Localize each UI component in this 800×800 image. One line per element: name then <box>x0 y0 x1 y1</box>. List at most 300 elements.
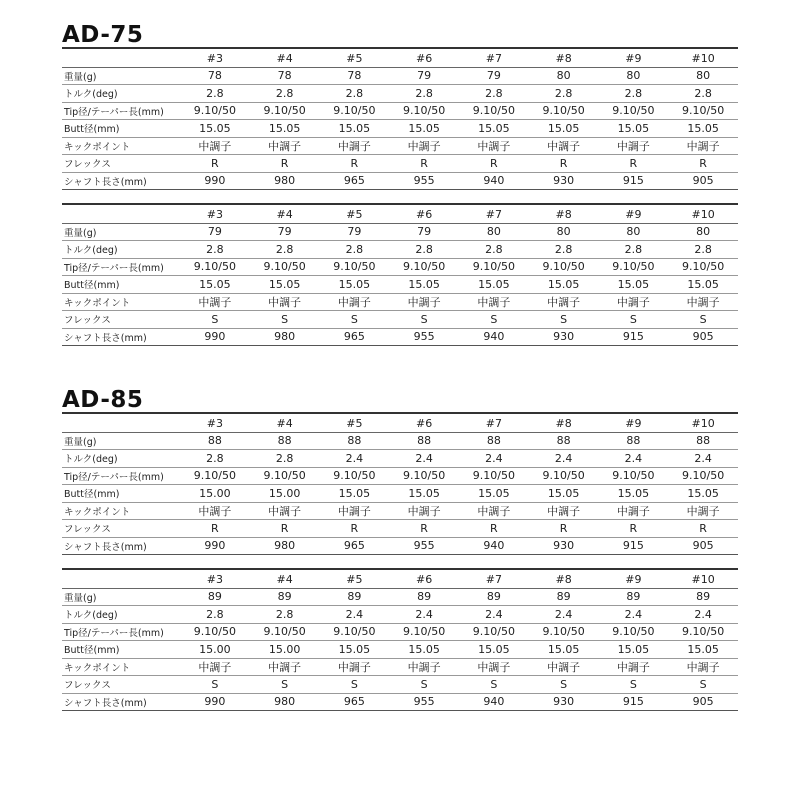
table-cell: 15.05 <box>268 121 301 135</box>
table-cell: 2.8 <box>275 242 294 256</box>
table-cell: 89 <box>277 590 292 604</box>
table-cell: 915 <box>622 695 644 709</box>
table-cell: 2.8 <box>554 86 573 100</box>
table-cell: 中調子 <box>268 139 302 153</box>
table-cell: 中調子 <box>198 660 232 674</box>
table-row <box>62 623 738 641</box>
table-cell: 15.05 <box>617 642 650 656</box>
table-cell: 905 <box>692 174 714 188</box>
table-cell: 9.10/50 <box>193 260 236 274</box>
table-cell: 88 <box>696 434 711 448</box>
table-cell: 80 <box>486 225 501 239</box>
table-row <box>62 432 738 450</box>
table-cell: 中調子 <box>337 660 371 674</box>
table-cell: R <box>420 521 428 535</box>
table-row <box>62 241 738 259</box>
header-label-cell <box>62 413 180 432</box>
column-header: #8 <box>555 572 572 586</box>
table-cell: 2.4 <box>624 607 643 621</box>
table-cell: S <box>490 312 498 326</box>
table-cell: R <box>211 156 219 170</box>
table-cell: 2.4 <box>485 451 503 465</box>
table-cell: 980 <box>274 539 296 553</box>
table-cell: 915 <box>622 174 644 188</box>
row-label: トルク(deg) <box>64 454 118 466</box>
spec-table-ad75-r <box>62 47 738 190</box>
table-cell: 2.8 <box>694 242 712 256</box>
table-cell: 2.4 <box>694 607 712 621</box>
table-cell: 89 <box>696 590 711 604</box>
table-cell: 中調子 <box>547 660 581 674</box>
table-cell: 980 <box>274 330 296 344</box>
spec-table-ad85-r <box>62 412 738 555</box>
row-label: Tip径/テーパー長(mm) <box>64 627 164 639</box>
row-label: Butt径(mm) <box>64 280 120 292</box>
table-row <box>62 120 738 138</box>
table-header-row <box>62 569 738 588</box>
table-cell: 中調子 <box>477 139 511 153</box>
column-header: #9 <box>625 416 642 430</box>
column-header: #7 <box>485 51 502 65</box>
table-cell: R <box>211 521 219 535</box>
table-cell: 15.00 <box>199 642 231 656</box>
column-header: #10 <box>691 207 715 221</box>
table-cell: 2.8 <box>624 242 643 256</box>
table-cell: 965 <box>343 539 365 553</box>
table-cell: 15.05 <box>408 277 440 291</box>
table-cell: 中調子 <box>477 295 511 309</box>
table-cell: 中調子 <box>407 139 441 153</box>
column-header: #8 <box>555 207 572 221</box>
table-cell: 2.4 <box>554 451 573 465</box>
table-cell: 88 <box>277 434 292 448</box>
column-header: #3 <box>206 207 223 221</box>
table-cell: 中調子 <box>407 504 441 518</box>
table-cell: 2.8 <box>345 86 364 100</box>
table-cell: 中調子 <box>477 504 511 518</box>
table-cell: 930 <box>553 695 575 709</box>
table-row <box>62 485 738 503</box>
table-row <box>62 467 738 485</box>
table-cell: 905 <box>692 330 714 344</box>
table-cell: 9.10/50 <box>333 260 376 274</box>
table-cell: 9.10/50 <box>472 104 515 118</box>
table-cell: 89 <box>417 590 432 604</box>
table-cell: 中調子 <box>616 660 650 674</box>
table-cell: 15.05 <box>547 277 580 291</box>
table-cell: 9.10/50 <box>333 104 376 118</box>
table-cell: 2.4 <box>694 451 712 465</box>
table-row <box>62 102 738 120</box>
column-header: #9 <box>625 572 642 586</box>
table-cell: R <box>559 521 568 535</box>
table-cell: 88 <box>486 434 501 448</box>
table-cell: 15.05 <box>617 277 650 291</box>
column-header: #5 <box>346 572 363 586</box>
table-cell: R <box>699 156 707 170</box>
table-row <box>62 641 738 659</box>
table-cell: 9.10/50 <box>472 260 515 274</box>
row-label: Tip径/テーパー長(mm) <box>64 262 164 274</box>
table-cell: 2.8 <box>485 242 503 256</box>
column-header: #4 <box>276 416 293 430</box>
table-cell: 955 <box>413 330 435 344</box>
table-row <box>62 450 738 468</box>
table-cell: 9.10/50 <box>542 625 585 639</box>
row-label: キックポイント <box>64 297 131 309</box>
table-cell: 中調子 <box>337 139 371 153</box>
table-cell: 2.8 <box>415 242 433 256</box>
table-cell: 15.05 <box>687 642 719 656</box>
table-row <box>62 693 738 711</box>
table-cell: 980 <box>274 174 296 188</box>
table-cell: 79 <box>277 225 292 239</box>
table-cell: 80 <box>556 69 571 83</box>
table-cell: S <box>211 677 219 691</box>
table-cell: S <box>350 312 358 326</box>
table-header-row <box>62 204 738 223</box>
table-cell: S <box>420 677 428 691</box>
table-cell: 905 <box>692 539 714 553</box>
table-cell: 9.10/50 <box>542 104 585 118</box>
row-label: フレックス <box>64 524 111 536</box>
column-header: #8 <box>555 51 572 65</box>
table-cell: 990 <box>204 539 226 553</box>
table-cell: 89 <box>347 590 362 604</box>
table-cell: 15.05 <box>547 486 580 500</box>
table-row <box>62 276 738 294</box>
column-header: #5 <box>346 51 363 65</box>
header-label-cell <box>62 48 180 67</box>
table-cell: 2.8 <box>624 86 643 100</box>
column-header: #7 <box>485 416 502 430</box>
row-label: シャフト長さ(mm) <box>64 697 147 709</box>
table-row <box>62 502 738 520</box>
row-label: トルク(deg) <box>64 89 118 101</box>
table-row <box>62 658 738 676</box>
table-row <box>62 293 738 311</box>
table-cell: 2.8 <box>275 607 294 621</box>
table-cell: 9.10/50 <box>193 104 236 118</box>
table-cell: 中調子 <box>337 295 371 309</box>
table-cell: 9.10/50 <box>542 469 585 483</box>
table-cell: 中調子 <box>268 504 302 518</box>
table-cell: 905 <box>692 695 714 709</box>
table-cell: 78 <box>277 69 292 83</box>
table-cell: 15.05 <box>478 121 510 135</box>
table-row <box>62 137 738 155</box>
table-cell: 940 <box>483 539 505 553</box>
table-cell: 15.05 <box>687 121 719 135</box>
table-cell: R <box>280 156 289 170</box>
table-cell: 80 <box>696 225 711 239</box>
table-cell: 79 <box>486 69 501 83</box>
column-header: #3 <box>206 51 223 65</box>
table-cell: 中調子 <box>198 139 232 153</box>
table-cell: R <box>559 156 568 170</box>
table-cell: 88 <box>417 434 432 448</box>
table-cell: 中調子 <box>547 295 581 309</box>
table-cell: 中調子 <box>686 139 720 153</box>
column-header: #10 <box>691 416 715 430</box>
table-cell: 9.10/50 <box>403 104 446 118</box>
table-cell: 9.10/50 <box>403 469 446 483</box>
table-cell: 2.8 <box>275 451 294 465</box>
table-cell: 78 <box>347 69 362 83</box>
column-header: #9 <box>625 51 642 65</box>
table-cell: 中調子 <box>686 295 720 309</box>
table-cell: 中調子 <box>198 295 232 309</box>
table-cell: 15.05 <box>687 277 719 291</box>
table-cell: 2.8 <box>206 242 224 256</box>
table-cell: 89 <box>486 590 501 604</box>
table-cell: R <box>350 156 359 170</box>
table-cell: 15.05 <box>268 277 301 291</box>
table-cell: 中調子 <box>616 504 650 518</box>
row-label: シャフト長さ(mm) <box>64 176 147 188</box>
table-cell: 2.8 <box>206 451 224 465</box>
table-cell: 9.10/50 <box>612 625 655 639</box>
table-cell: 2.8 <box>206 86 224 100</box>
column-header: #4 <box>276 51 293 65</box>
table-cell: 915 <box>622 539 644 553</box>
column-header: #7 <box>485 207 502 221</box>
table-cell: S <box>281 677 289 691</box>
table-header-row <box>62 48 738 67</box>
table-cell: 88 <box>556 434 571 448</box>
table-cell: S <box>211 312 219 326</box>
table-cell: R <box>629 521 638 535</box>
row-label: Butt径(mm) <box>64 124 120 136</box>
row-label: Butt径(mm) <box>64 489 120 501</box>
row-label: Tip径/テーパー長(mm) <box>64 471 164 483</box>
row-label: トルク(deg) <box>64 610 118 622</box>
table-cell: 9.10/50 <box>682 104 725 118</box>
table-cell: 2.8 <box>485 86 503 100</box>
table-cell: 中調子 <box>407 660 441 674</box>
table-cell: 2.4 <box>345 607 364 621</box>
table-cell: 2.8 <box>694 86 712 100</box>
table-cell: 88 <box>207 434 222 448</box>
table-cell: 79 <box>417 225 432 239</box>
table-cell: 9.10/50 <box>193 625 236 639</box>
table-cell: 9.10/50 <box>403 625 446 639</box>
table-cell: 78 <box>207 69 222 83</box>
table-cell: 955 <box>413 539 435 553</box>
table-cell: 15.05 <box>408 642 440 656</box>
row-label: トルク(deg) <box>64 245 118 257</box>
table-cell: 955 <box>413 695 435 709</box>
table-cell: 9.10/50 <box>612 469 655 483</box>
table-cell: 9.10/50 <box>263 625 306 639</box>
row-label: シャフト長さ(mm) <box>64 332 147 344</box>
header-label-cell <box>62 204 180 223</box>
table-cell: 79 <box>207 225 222 239</box>
column-header: #6 <box>416 207 433 221</box>
row-label: フレックス <box>64 315 111 327</box>
table-cell: 15.05 <box>338 277 371 291</box>
table-cell: 9.10/50 <box>472 469 515 483</box>
table-cell: 2.4 <box>415 607 433 621</box>
table-cell: 89 <box>556 590 571 604</box>
table-cell: 15.05 <box>478 486 510 500</box>
table-cell: 79 <box>347 225 362 239</box>
column-header: #4 <box>276 572 293 586</box>
table-cell: 中調子 <box>407 295 441 309</box>
table-cell: 15.05 <box>338 121 371 135</box>
table-cell: 2.8 <box>206 607 224 621</box>
table-cell: R <box>629 156 638 170</box>
table-cell: 中調子 <box>547 504 581 518</box>
table-cell: 9.10/50 <box>472 625 515 639</box>
table-row <box>62 223 738 241</box>
table-cell: 965 <box>343 174 365 188</box>
table-row <box>62 155 738 173</box>
column-header: #9 <box>625 207 642 221</box>
row-label: Tip径/テーパー長(mm) <box>64 106 164 118</box>
table-cell: R <box>420 156 428 170</box>
table-cell: R <box>280 521 289 535</box>
table-cell: 中調子 <box>686 504 720 518</box>
table-cell: S <box>490 677 498 691</box>
model-title-ad85: AD-85 <box>62 387 144 413</box>
column-header: #3 <box>206 416 223 430</box>
column-header: #3 <box>206 572 223 586</box>
row-label: キックポイント <box>64 662 131 674</box>
column-header: #10 <box>691 572 715 586</box>
table-row <box>62 67 738 85</box>
table-row <box>62 588 738 606</box>
row-label: 重量(g) <box>64 436 97 448</box>
table-cell: S <box>560 677 568 691</box>
column-header: #5 <box>346 207 363 221</box>
column-header: #5 <box>346 416 363 430</box>
table-cell: 9.10/50 <box>193 469 236 483</box>
table-cell: 80 <box>696 69 711 83</box>
table-cell: 15.05 <box>338 642 371 656</box>
table-cell: S <box>699 677 707 691</box>
spec-table-ad75-s <box>62 203 738 346</box>
table-cell: 9.10/50 <box>612 260 655 274</box>
table-cell: 9.10/50 <box>682 625 725 639</box>
table-cell: 15.05 <box>199 121 231 135</box>
row-label: シャフト長さ(mm) <box>64 541 147 553</box>
table-cell: 2.4 <box>345 451 364 465</box>
table-cell: S <box>560 312 568 326</box>
column-header: #10 <box>691 51 715 65</box>
table-row <box>62 606 738 624</box>
row-label: フレックス <box>64 680 111 692</box>
table-cell: 79 <box>417 69 432 83</box>
column-header: #4 <box>276 207 293 221</box>
table-cell: 9.10/50 <box>263 469 306 483</box>
column-header: #6 <box>416 51 433 65</box>
table-row <box>62 520 738 538</box>
table-cell: 2.8 <box>345 242 364 256</box>
table-cell: 15.05 <box>617 121 650 135</box>
table-cell: 15.05 <box>547 642 580 656</box>
table-cell: 9.10/50 <box>403 260 446 274</box>
row-label: 重量(g) <box>64 71 97 83</box>
spec-table-ad85-s <box>62 568 738 711</box>
table-cell: 中調子 <box>198 504 232 518</box>
row-label: 重量(g) <box>64 592 97 604</box>
table-cell: 89 <box>207 590 222 604</box>
table-cell: 9.10/50 <box>682 260 725 274</box>
row-label: キックポイント <box>64 141 131 153</box>
table-cell: R <box>350 521 359 535</box>
table-cell: 15.05 <box>338 486 371 500</box>
table-cell: 930 <box>553 174 575 188</box>
table-cell: 940 <box>483 174 505 188</box>
table-row <box>62 172 738 190</box>
table-row <box>62 537 738 555</box>
table-cell: 2.8 <box>415 86 433 100</box>
table-cell: 15.05 <box>478 277 510 291</box>
table-cell: 15.05 <box>617 486 650 500</box>
table-cell: 940 <box>483 330 505 344</box>
table-row <box>62 328 738 346</box>
column-header: #7 <box>485 572 502 586</box>
table-cell: R <box>490 521 498 535</box>
table-cell: 965 <box>343 695 365 709</box>
table-cell: 中調子 <box>616 139 650 153</box>
row-label: キックポイント <box>64 506 131 518</box>
row-label: 重量(g) <box>64 227 97 239</box>
table-cell: 940 <box>483 695 505 709</box>
table-cell: 955 <box>413 174 435 188</box>
table-cell: 2.4 <box>415 451 433 465</box>
table-cell: S <box>281 312 289 326</box>
table-cell: 15.05 <box>408 486 440 500</box>
table-cell: R <box>699 521 707 535</box>
column-header: #6 <box>416 416 433 430</box>
table-cell: 9.10/50 <box>333 469 376 483</box>
table-cell: 15.00 <box>268 486 301 500</box>
column-header: #8 <box>555 416 572 430</box>
table-cell: 89 <box>626 590 641 604</box>
table-row <box>62 311 738 329</box>
table-cell: 15.05 <box>687 486 719 500</box>
table-cell: 88 <box>626 434 641 448</box>
table-cell: 2.4 <box>554 607 573 621</box>
table-cell: 中調子 <box>337 504 371 518</box>
table-cell: 15.00 <box>199 486 231 500</box>
table-row <box>62 676 738 694</box>
table-cell: 15.05 <box>408 121 440 135</box>
table-cell: 9.10/50 <box>263 104 306 118</box>
table-cell: 2.8 <box>554 242 573 256</box>
table-cell: 80 <box>626 225 641 239</box>
table-cell: S <box>350 677 358 691</box>
table-cell: S <box>629 312 637 326</box>
table-cell: 15.05 <box>547 121 580 135</box>
table-cell: 80 <box>556 225 571 239</box>
model-title-ad75: AD-75 <box>62 22 144 48</box>
table-cell: 930 <box>553 330 575 344</box>
table-cell: 中調子 <box>268 660 302 674</box>
table-cell: 15.00 <box>268 642 301 656</box>
table-cell: 990 <box>204 695 226 709</box>
table-cell: 中調子 <box>477 660 511 674</box>
table-cell: 9.10/50 <box>612 104 655 118</box>
table-row <box>62 85 738 103</box>
table-cell: 15.05 <box>478 642 510 656</box>
table-cell: S <box>629 677 637 691</box>
row-label: フレックス <box>64 159 111 171</box>
table-cell: S <box>420 312 428 326</box>
table-cell: 930 <box>553 539 575 553</box>
